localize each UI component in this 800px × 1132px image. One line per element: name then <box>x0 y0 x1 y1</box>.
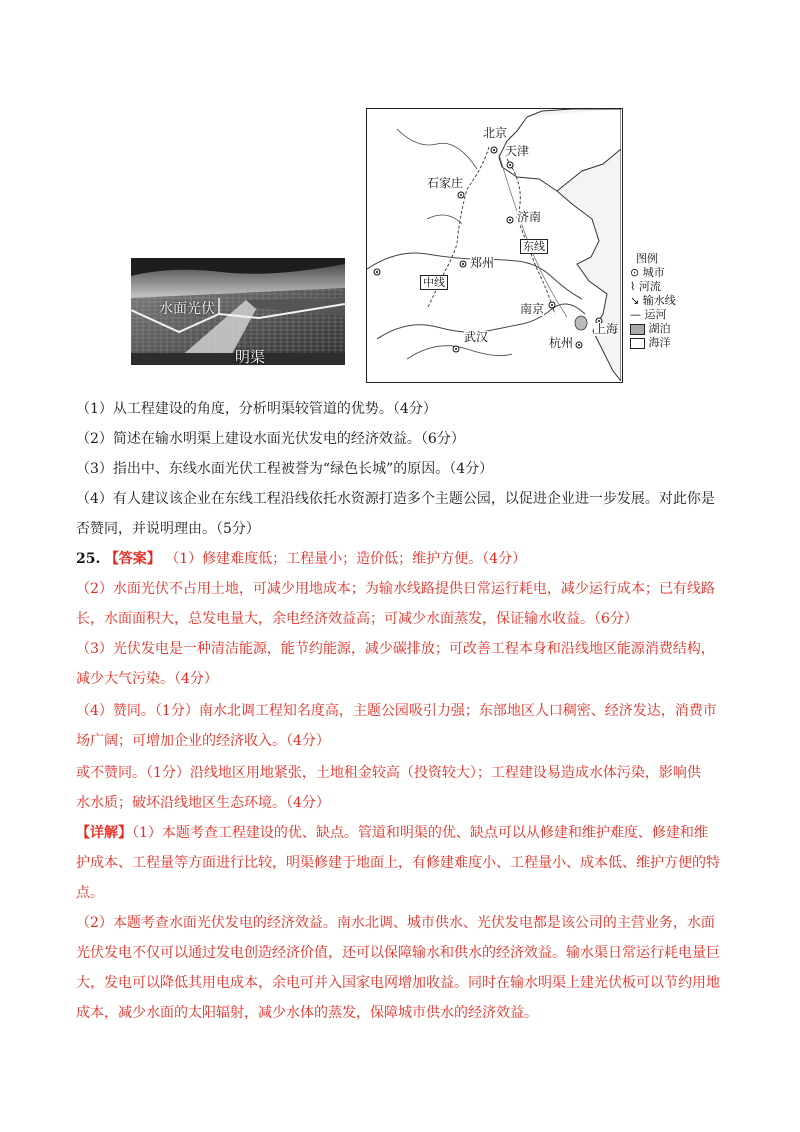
city-shanghai: 上海 <box>594 322 619 336</box>
question-4-line-1: （4）有人建议该企业在东线工程沿线依托水资源打造多个主题公园，以促进企业进一步发展。对此你是 <box>76 491 715 507</box>
legend-sea: 海洋 <box>630 336 690 350</box>
city-wuhan: 武汉 <box>464 330 489 344</box>
route-label-middle: 中线 <box>420 275 448 290</box>
photo-label-solar: 水面光伏 <box>159 301 215 317</box>
city-jinan: 济南 <box>517 210 542 224</box>
detail-2-line-1: （2）本题考查水面光伏发电的经济效益。南水北调、城市供水、光伏发电都是该公司的主营业务，水面 <box>76 915 715 931</box>
answer-1: （1）修建难度低；工程量小；造价低；维护方便。（4分） <box>165 551 527 567</box>
route-label-east: 东线 <box>520 239 548 254</box>
legend-title: 图例 <box>636 252 658 265</box>
answer-3-line-1: （3）光伏发电是一种清洁能源，能节约能源，减少碳排放；可改善工程本身和沿线地区能源消费结构， <box>76 641 715 657</box>
map-legend <box>630 252 690 350</box>
answer-tag: 【答案】 <box>104 551 161 567</box>
lake-swatch-icon <box>630 324 645 335</box>
answer-4-line-3: 或不赞同。（1分）沿线地区用地紧张，土地租金较高（投资较大）；工程建设易造成水体污染，影响供 <box>76 765 701 781</box>
detail-1-line-2: 护成本、工程量等方面进行比较，明渠修建于地面上，有修建难度小、工程量小、成本低、维护方便的特 <box>76 855 720 871</box>
canal-line-icon: — <box>630 308 641 321</box>
legend-city: ⊙ 城市 <box>630 266 665 279</box>
answer-4-line-1: （4）赞同。（1分）南水北调工程知名度高，主题公园吸引力强；东部地区人口稠密、经济发达，消费市 <box>76 703 717 719</box>
map-graphic <box>367 109 621 381</box>
answer-header <box>76 549 526 569</box>
city-hangzhou: 杭州 <box>549 336 574 350</box>
answer-3-line-2: 减少大气污染。（4分） <box>76 671 218 687</box>
city-tianjin: 天津 <box>505 144 530 158</box>
answer-4-line-4: 水水质；破坏沿线地区生态环境。（4分） <box>76 795 330 811</box>
legend-lake: 湖泊 <box>630 322 690 336</box>
answer-2-line-2: 长，水面面积大，总发电量大，余电经济效益高；可减少水面蒸发，保证输水收益。（6分） <box>76 611 638 627</box>
sea-swatch-icon <box>630 338 645 349</box>
detail-1-line-1: 【详解】（1）本题考查工程建设的优、缺点。管道和明渠的优、缺点可以从修建和维护难度、修建和维 <box>76 825 708 841</box>
legend-canal: — 运河 <box>630 308 667 321</box>
water-diversion-map <box>366 108 623 383</box>
detail-tag: 【详解】 <box>76 825 132 841</box>
question-2: （2）简述在输水明渠上建设水面光伏发电的经济效益。（6分） <box>76 431 465 447</box>
legend-river: ⌇ 河流 <box>630 280 661 293</box>
question-4-line-2: 否赞同，并说明理由。（5分） <box>76 521 260 537</box>
solar-canal-photo <box>131 258 345 365</box>
city-shijiazhuang: 石家庄 <box>427 176 464 190</box>
river-icon: ⌇ <box>630 280 636 293</box>
detail-1-line-3: 点。 <box>76 885 104 901</box>
city-nanjing: 南京 <box>520 302 545 316</box>
detail-2-line-3: 大，发电可以降低其用电成本，余电可并入国家电网增加收益。同时在输水明渠上建光伏板可以节约用地 <box>76 975 720 991</box>
city-zhengzhou: 郑州 <box>470 256 495 270</box>
legend-route: ↘ 输水线 <box>630 294 676 307</box>
question-1: （1）从工程建设的角度，分析明渠较管道的优势。（4分） <box>76 401 437 417</box>
detail-2-line-2: 光伏发电不仅可以通过发电创造经济价值，还可以保障输水和供水的经济效益。输水渠日常运行耗电量巨 <box>76 945 720 961</box>
photo-label-canal: 明渠 <box>235 348 266 365</box>
question-3: （3）指出中、东线水面光伏工程被誉为“绿色长城”的原因。（4分） <box>76 461 494 477</box>
answer-2-line-1: （2）水面光伏不占用土地，可减少用地成本；为输水线路提供日常运行耗电，减少运行成本；已有线路 <box>76 581 715 597</box>
city-marker-icon: ⊙ <box>630 266 640 279</box>
question-number: 25. <box>76 551 101 567</box>
answer-4-line-2: 场广阔；可增加企业的经济收入。（4分） <box>76 733 330 749</box>
city-beijing: 北京 <box>483 126 508 140</box>
detail-2-line-4: 成本，减少水面的太阳辐射，减少水体的蒸发，保障城市供水的经济效益。 <box>76 1005 538 1021</box>
route-arrow-icon: ↘ <box>630 294 640 307</box>
